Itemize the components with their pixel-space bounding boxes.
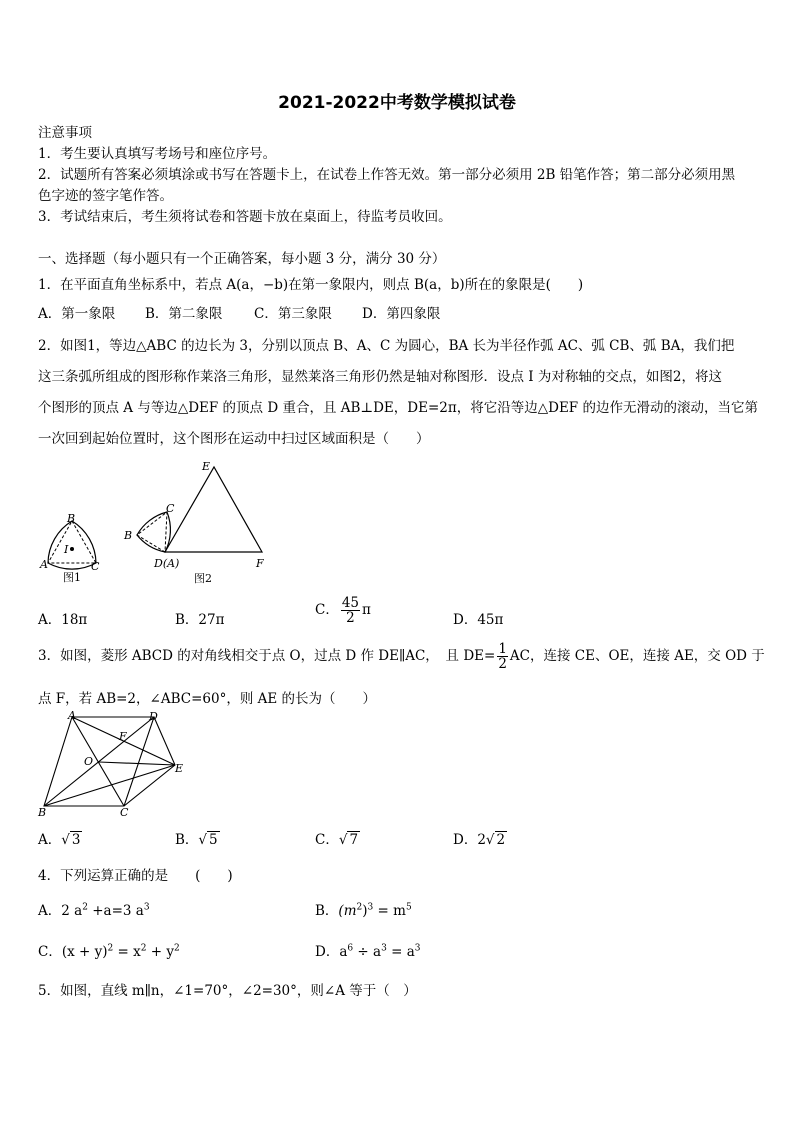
q3-line-2: 点 F，若 AB=2，∠ABC=60°，则 AE 的长为（ ） [38, 691, 377, 707]
fig1-label-a: A [40, 558, 48, 571]
q2-option-c-denominator: 2 [346, 610, 355, 627]
q4-option-c: C．$(x + y)^2 = x^2 + y^2$ [38, 943, 180, 960]
section-heading: 一、选择题（每小题只有一个正确答案，每小题 3 分，满分 30 分） [38, 251, 446, 267]
notice-item-1: 1．考生要认真填写考场号和座位序号。 [38, 146, 277, 162]
q3-option-a-radicand: 3 [71, 832, 81, 848]
fig2-label-b: B [124, 529, 133, 542]
q3-line-1-a: 3．如图，菱形 ABCD 的对角线相交于点 O，过点 D 作 DE∥AC， 且 DE= [38, 648, 496, 665]
fig1-label-i: I [64, 543, 69, 556]
q3-option-b-radicand: 5 [209, 832, 218, 848]
q2-option-b: B．27π [175, 612, 225, 628]
notice-item-3: 3．考试结束后，考生须将试卷和答题卡放在桌面上，待监考员收回。 [38, 209, 452, 225]
q2-option-c-pi: π [362, 602, 371, 619]
triangle-figure-2 [123, 460, 264, 585]
q4-option-b: B．$(m^2)^3 = m^5$ [315, 902, 412, 919]
fig2-label-e: E [202, 460, 211, 473]
q2-option-a: A．18π [38, 612, 88, 628]
q3-label-b: B [38, 806, 47, 818]
notice-item-2: 2．试题所有答案必须填涂或书写在答题卡上，在试卷上作答无效。第一部分必须用 2B 铅笔作答；第二部分必须用黑 [38, 167, 736, 183]
q3-rhombus-figure [36, 708, 196, 818]
q4-option-d: D．$a^6 \div a^3 = a^3$ [315, 943, 421, 960]
q3-half-numerator: 1 [498, 641, 507, 657]
q4-option-a: A．2 $a^2 +a=3$ $a^3$ [38, 902, 150, 919]
q2-line-3: 个图形的顶点 A 与等边△DEF 的顶点 D 重合，且 AB⊥DE，DE=2π，将它沿等边△DEF 的边作无滑动的滚动，当它第 [38, 400, 758, 416]
q3-option-c-radicand: 7 [349, 832, 359, 848]
q3-label-d: D [149, 710, 158, 723]
q2-option-d: D．45π [453, 612, 504, 628]
q1-stem: 1．在平面直角坐标系中，若点 A(a，−b)在第一象限内，则点 B(a，b)所在的象限是( ) [38, 277, 584, 293]
q3-option-d-radicand: 2 [496, 832, 506, 848]
q2-option-c-label: C． [315, 602, 339, 619]
q2-line-4: 一次回到起始位置时，这个图形在运动中扫过区域面积是（ ） [38, 431, 430, 447]
fig1-label-b: B [67, 512, 76, 525]
fig1-caption: 图1 [63, 571, 81, 584]
q1-option-b: B．第二象限 [145, 306, 223, 322]
q3-label-o: O [84, 755, 94, 768]
q2-figures [36, 455, 276, 590]
reuleaux-figure-1 [39, 512, 100, 584]
q5-stem: 5．如图，直线 m∥n，∠1=70°，∠2=30°，则∠A 等于（ ） [38, 983, 417, 999]
q3-label-a: A [68, 709, 76, 722]
fig2-caption: 图2 [194, 572, 212, 585]
q1-option-c: C．第三象限 [254, 306, 332, 322]
q1-option-d: D．第四象限 [362, 306, 441, 322]
q2-option-c-numerator: 45 [341, 595, 360, 611]
q2-option-c [315, 596, 371, 625]
notice-item-2-cont: 色字迹的签字笔作答。 [38, 188, 173, 204]
q3-option-d: D．2√ 2 [453, 832, 506, 848]
q3-label-e: E [175, 762, 184, 775]
fig2-label-da: D(A) [154, 557, 180, 570]
q2-line-1: 2．如图1，等边△ABC 的边长为 3，分别以顶点 B、A、C 为圆心，BA 长为半径作弧 AC、弧 CB、弧 BA，我们把 [38, 338, 735, 354]
fig2-label-c: C [166, 502, 175, 515]
fig1-label-c: C [91, 560, 100, 573]
q3-option-a: A．√ 3 [38, 832, 81, 848]
q3-label-f: F [119, 730, 127, 743]
q3-line-1-b: AC，连接 CE、OE，连接 AE，交 OD 于 [509, 648, 765, 665]
q3-line-1 [38, 642, 765, 671]
fig2-label-f: F [256, 557, 264, 570]
q3-option-c: C．√ 7 [315, 832, 359, 848]
q1-option-a: A．第一象限 [38, 306, 116, 322]
notice-heading: 注意事项 [38, 125, 92, 141]
q4-stem: 4．下列运算正确的是 ( ) [38, 868, 233, 884]
q3-option-b: B．√ 5 [175, 832, 218, 848]
page-title: 2021-2022中考数学模拟试卷 [278, 93, 516, 113]
q2-line-2: 这三条弧所组成的图形称作莱洛三角形，显然莱洛三角形仍然是轴对称图形．设点 I 为对称轴的交点，如图2，将这 [38, 369, 723, 385]
q3-half-denominator: 2 [498, 656, 507, 673]
q3-label-c: C [120, 806, 129, 818]
